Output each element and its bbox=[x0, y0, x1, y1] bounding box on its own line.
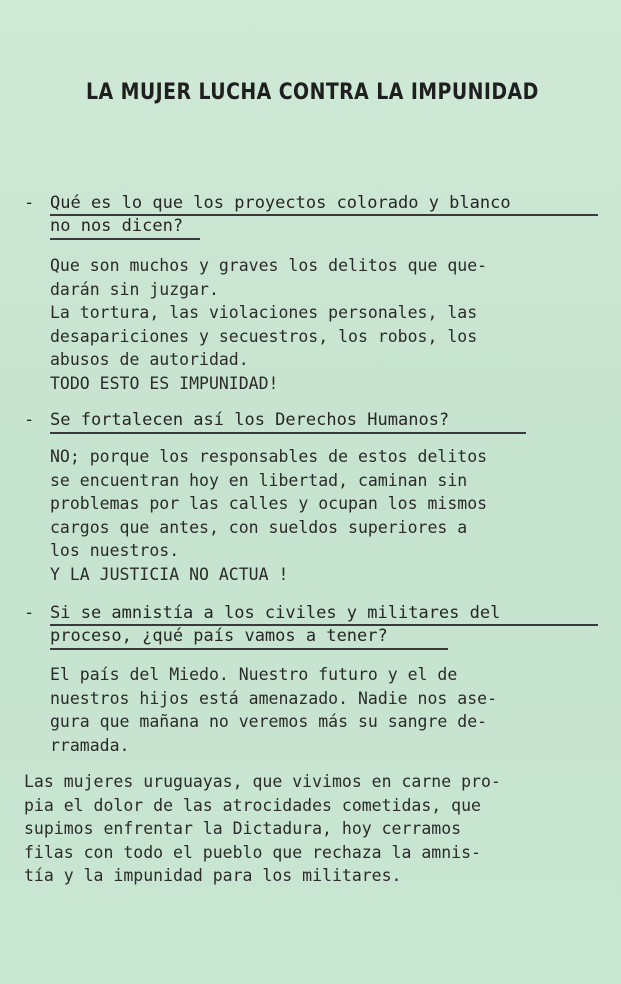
underline-rule bbox=[50, 238, 200, 240]
underline-rule bbox=[50, 214, 598, 216]
dash-marker: - bbox=[24, 603, 35, 623]
dash-marker: - bbox=[24, 410, 35, 430]
question-1-line-2: no nos dicen? bbox=[50, 216, 184, 236]
underline-rule bbox=[50, 648, 448, 650]
question-2 bbox=[24, 409, 449, 432]
question-2-line-1: Se fortalecen así los Derechos Humanos? bbox=[50, 410, 450, 430]
answer-2: NO; porque los responsables de estos delitos se encuentran hoy en libertad, caminan sin problemas por las calles y ocupan los mismos cargos que antes, con sueldos superiores a los nuestros. Y LA JUSTICIA NO ACTUA ! bbox=[50, 447, 488, 584]
question-3-line-2: proceso, ¿qué país vamos a tener? bbox=[50, 626, 388, 646]
underline-rule bbox=[50, 624, 598, 626]
answer-1: Que son muchos y graves los delitos que que- darán sin juzgar. La tortura, las violaciones personales, las desapariciones y secuestros, los robos, los abusos de autoridad. TODO ESTO ES IMPUNIDAD! bbox=[50, 256, 488, 393]
question-1-line-1: Qué es lo que los proyectos colorado y blanco bbox=[50, 193, 511, 213]
dash-marker: - bbox=[24, 193, 35, 213]
page-title: LA MUJER LUCHA CONTRA LA IMPUNIDAD bbox=[86, 80, 539, 105]
answer-3: El país del Miedo. Nuestro futuro y el de nuestros hijos está amenazado. Nadie nos ase- gura que mañana no veremos más su sangre de- rramada. bbox=[50, 665, 498, 755]
closing-paragraph: Las mujeres uruguayas, que vivimos en carne pro- pia el dolor de las atrocidades cometidas, que supimos enfrentar la Dictadura, hoy cerramos filas con todo el pueblo que rechaza la amnis- tía y la impunidad para los militares. bbox=[24, 772, 501, 885]
question-3-line-1: Si se amnistía a los civiles y militares del bbox=[50, 603, 501, 623]
underline-rule bbox=[50, 432, 526, 434]
